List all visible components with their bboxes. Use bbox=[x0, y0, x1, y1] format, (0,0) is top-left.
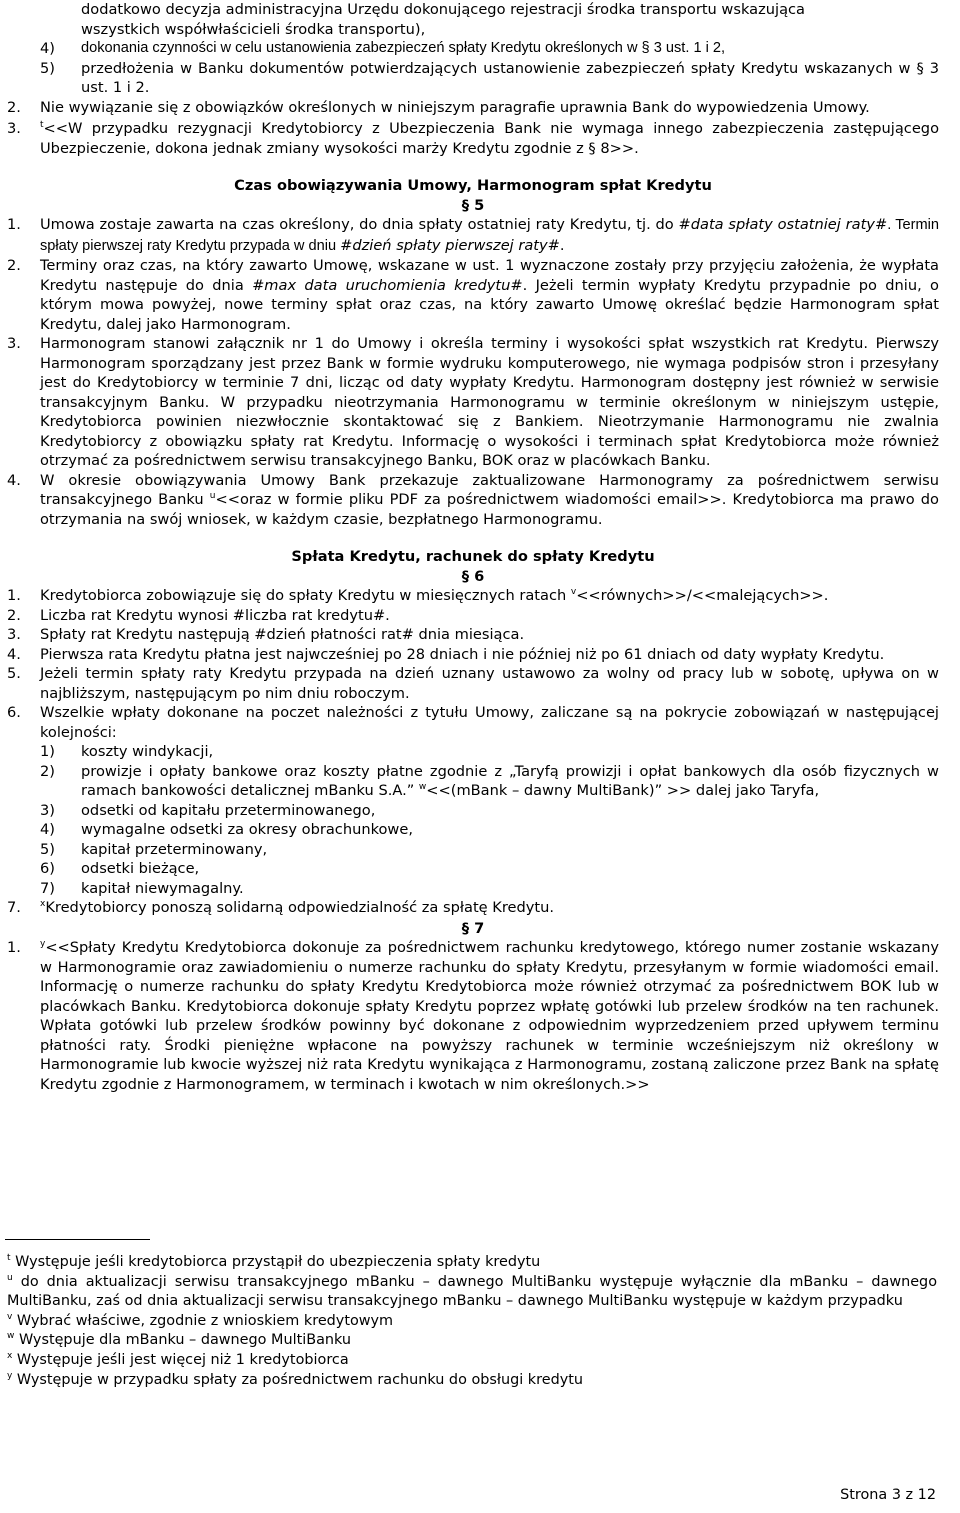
footnote-mark-w: w bbox=[418, 782, 427, 793]
s6-list-item-7: 7) kapitał niewymagalny. bbox=[40, 879, 244, 897]
s6-paragraph-4: 4. Pierwsza rata Kredytu płatna jest najwcześniej po 28 dniach i nie później niż po 61 dniach od daty wypłaty Kredytu. bbox=[7, 645, 885, 663]
s6-paragraph-2: 2. Liczba rat Kredytu wynosi #liczba rat kredytu#. bbox=[7, 606, 390, 624]
paragraph-3: 3. $^t$<<W przypadku rezygnacji Kredytobiorcy z Ubezpieczenia Bank nie wymaga innego zabezpieczenia zastępującego Ubezpieczenie, dokona jednak zmiany wysokości marży Kredytu zgodnie z § 8>>. bbox=[7, 120, 939, 157]
footnote-x: $^x$ Występuje jeśli jest więcej niż 1 kredytobiorca bbox=[7, 1351, 349, 1368]
s6-paragraph-3: 3. Spłaty rat Kredytu następują #dzień płatności rat# dnia miesiąca. bbox=[7, 626, 525, 643]
s6-list-item-3: 3) odsetki od kapitału przeterminowanego, bbox=[40, 801, 376, 819]
footnote-u: $^u$ do dnia aktualizacji serwisu transakcyjnego mBanku – dawnego MultiBanku występuje wyłącznie dla mBanku – dawnego MultiBanku, zaś od dnia aktualizacji serwisu transakcyjnego mBanku – dawnego MultiBanku występuje w każdym przypadku bbox=[7, 1272, 937, 1310]
document-content bbox=[7, 0, 939, 1094]
footnote-mark-v: v bbox=[570, 587, 577, 598]
footnotes bbox=[7, 1253, 937, 1390]
list-item-5: 5) przedłożenia w Banku dokumentów potwierdzających ustanowienie zabezpieczeń spłaty Kredytu wskazanych w § 3 ust. 1 i 2. bbox=[40, 59, 939, 96]
s6-list-item-1: 1) koszty windykacji, bbox=[40, 743, 214, 760]
continuation-line-1: dodatkowo decyzja administracyjna Urzędu dokonującego rejestracji środka transportu wskazująca bbox=[81, 1, 805, 18]
section-5-number: § 5 bbox=[461, 196, 485, 214]
s5-paragraph-2: 2. Terminy oraz czas, na który zawarto Umowę, wskazane w ust. 1 wyznaczone zostały przy przyjęciu założenia, że wypłata Kredytu następuje do dnia #max data uruchomienia kredytu#. Jeżeli termin wypłaty Kredytu przypadnie po dniu, o którym mowa powyżej, nowe terminy spłat oraz czas, na który zawarto Umowę określać będzie Harmonogram spłat Kredytu, dalej jako Harmonogram. bbox=[7, 257, 939, 333]
paragraph-2: 2. Nie wywiązanie się z obowiązków określonych w niniejszym paragrafie uprawnia Bank do wypowiedzenia Umowy. bbox=[7, 98, 870, 116]
footnote-mark-u: u bbox=[209, 491, 216, 502]
footnote-w: $^w$ Występuje dla mBanku – dawnego MultiBanku bbox=[7, 1331, 352, 1349]
s6-list-item-5: 5) kapitał przeterminowany, bbox=[40, 840, 268, 858]
footnote-mark-y: y bbox=[40, 939, 46, 950]
footnote-v: $^v$ Wybrać właściwe, zgodnie z wnioskiem kredytowym bbox=[7, 1311, 394, 1329]
section-5-heading: Czas obowiązywania Umowy, Harmonogram spłat Kredytu bbox=[234, 177, 712, 194]
s6-paragraph-1: 1. Kredytobiorca zobowiązuje się do spłaty Kredytu w miesięcznych ratach $^v$<<równych>>/<<malejących>>. bbox=[7, 587, 829, 604]
s6-paragraph-5: 5. Jeżeli termin spłaty raty Kredytu przypada na dzień uznany ustawowo za wolny od pracy lub w sobotę, upływa on w najbliższym, następującym po nim dniu roboczym. bbox=[7, 665, 939, 702]
s5-paragraph-1: 1. Umowa zostaje zawarta na czas określony, do dnia spłaty ostatniej raty Kredytu, tj. do #data spłaty ostatniej raty#. Termin spłaty pierwszej raty Kredytu przypada w dniu #dzień spłaty pierwszej raty#. bbox=[7, 216, 939, 254]
footnote-separator bbox=[5, 1239, 150, 1240]
s5-paragraph-4: 4. W okresie obowiązywania Umowy Bank przekazuje zaktualizowane Harmonogramy za pośrednictwem serwisu transakcyjnego Banku $^u$<<oraz w formie pliku PDF za pośrednictwem wiadomości email>>. Kredytobiorca ma prawo do otrzymania na swój wniosek, w każdym czasie, bezpłatnego Harmonogramu. bbox=[7, 471, 939, 528]
s6-list-item-2: 2) prowizje i opłaty bankowe oraz koszty płatne zgodnie z „Taryfą prowizji i opłat bankowych dla osób fizycznych w ramach bankowości detalicznej mBanku S.A.” $^w$<<(mBank – dawny MultiBank)” >> dalej jako Taryfa, bbox=[40, 762, 939, 799]
section-6-number: § 6 bbox=[461, 567, 485, 585]
s7-paragraph-1: 1. $^y$<<Spłaty Kredytu Kredytobiorca dokonuje za pośrednictwem rachunku kredytowego, którego numer zostanie wskazany w Harmonogramie oraz zawiadomieniu o numerze rachunku do spłaty Kredytu, przesyłanym w formie wiadomości email. Informację o numerze rachunku do spłaty Kredytu Kredytobiorca może również otrzymać za pośrednictwem BOK lub w placówkach Banku. Kredytobiorca dokonuje spłaty Kredytu poprzez wpłatę gotówki lub przelew środków na ten rachunek. Wpłata gotówki lub przelew środków powinny być dokonane z odpowiednim wyprzedzeniem przed upływem terminu płatności raty. Środki pieniężne wpłacone na powyższy rachunek w terminie wcześniejszym niż określony w Harmonogramie lub kwocie wyższej niż rata Kredytu wynikająca z Harmonogramu, zostaną zaliczone przez Bank na spłatę Kredytu zgodnie z Harmonogramem, w terminach i kwotach w nim określonych.>> bbox=[7, 939, 939, 1093]
section-7-number: § 7 bbox=[461, 919, 485, 937]
footnote-mark-t: t bbox=[40, 120, 44, 131]
section-6-heading: Spłata Kredytu, rachunek do spłaty Kredytu bbox=[291, 548, 655, 565]
s6-paragraph-7: 7. $^x$Kredytobiorcy ponoszą solidarną odpowiedzialność za spłatę Kredytu. bbox=[7, 899, 555, 916]
s6-list-item-6: 6) odsetki bieżące, bbox=[40, 860, 200, 877]
s6-list-item-4: 4) wymagalne odsetki za okresy obrachunkowe, bbox=[40, 821, 413, 838]
list-item-4: 4) dokonania czynności w celu ustanowienia zabezpieczeń spłaty Kredytu określonych w § 3 ust. 1 i 2, bbox=[40, 40, 726, 57]
s5-paragraph-3: 3. Harmonogram stanowi załącznik nr 1 do Umowy i określa terminy i wysokości spłat wszystkich rat Kredytu. Pierwszy Harmonogram sporządzany jest przez Bank w formie wydruku komputerowego, nie wymaga podpisów stron i przesyłany jest do Kredytobiorcy w terminie 7 dni, licząc od daty wypłaty Kredytu. Harmonogram dostępny jest również w serwisie transakcyjnym Banku. W przypadku nieotrzymania Harmonogramu w terminie określonym w niniejszym ustępie, Kredytobiorca powinien niezwłocznie skontaktować się z Bankiem. Nieotrzymanie Harmonogramu nie zwalnia Kredytobiorcy z obowiązku spłaty rat Kredytu. Informację o wysokości i terminach spłat Kredytobiorca może również otrzymać za pośrednictwem serwisu transakcyjnego Banku, BOK oraz w placówkach Banku. bbox=[7, 335, 939, 469]
footnote-mark-x: x bbox=[40, 899, 46, 910]
s6-paragraph-6: 6. Wszelkie wpłaty dokonane na poczet należności z tytułu Umowy, zaliczane są na pokrycie zobowiązań w następującej kolejności: bbox=[7, 704, 939, 741]
footnote-y: $^y$ Występuje w przypadku spłaty za pośrednictwem rachunku do obsługi kredytu bbox=[7, 1370, 584, 1388]
page-number: Strona 3 z 12 bbox=[840, 1487, 936, 1503]
continuation-line-2: wszystkich współwłaścicieli środka transportu), bbox=[81, 20, 426, 38]
footnote-t: $^t$ Występuje jeśli kredytobiorca przystąpił do ubezpieczenia spłaty kredytu bbox=[7, 1253, 541, 1270]
